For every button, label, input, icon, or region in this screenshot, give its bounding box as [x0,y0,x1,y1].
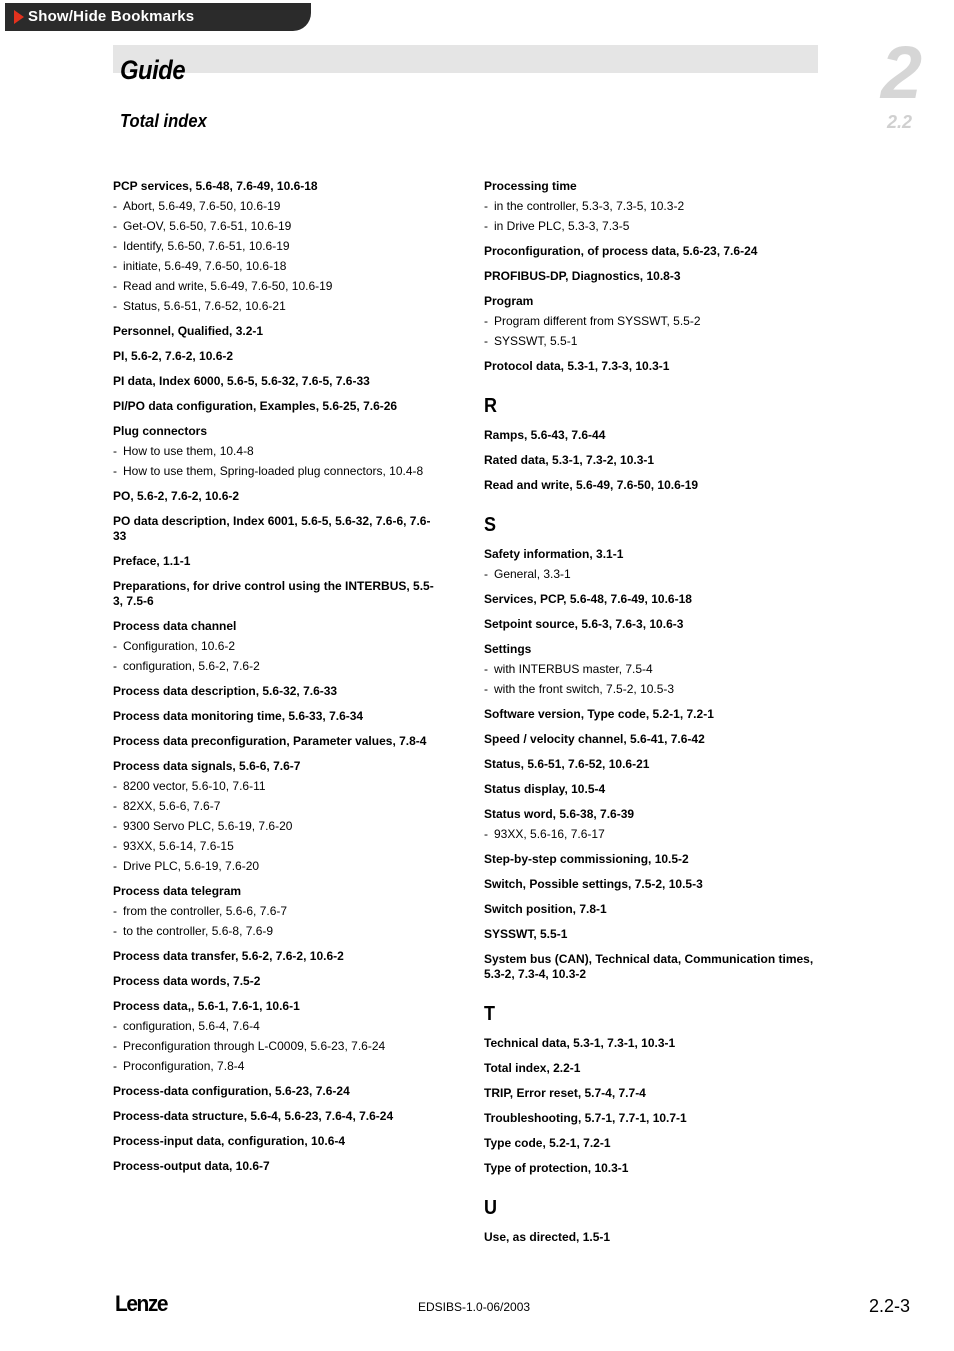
index-entry: Personnel, Qualified, 3.2-1 [113,324,264,338]
triangle-right-icon [14,10,24,24]
index-entry: Type code, 5.2-1, 7.2-1 [484,1136,611,1150]
index-subentry: - 8200 vector, 5.6-10, 7.6-11 [113,779,443,794]
page-number: 2.2-3 [868,1296,910,1316]
index-entry: Switch, Possible settings, 7.5-2, 10.5-3 [484,877,703,891]
index-letter-heading: U [484,1197,498,1219]
index-entry: Processing time [484,179,577,193]
index-subentry: - How to use them, Spring-loaded plug connectors, 10.4-8 [113,464,443,479]
index-entry: Speed / velocity channel, 5.6-41, 7.6-42 [484,732,705,746]
index-letter-heading: S [484,514,497,536]
show-hide-bookmarks-button[interactable] [5,3,311,31]
index-entry: Process-data structure, 5.6-4, 5.6-23, 7.6-4, 7.6-24 [113,1109,394,1123]
index-entry: PROFIBUS-DP, Diagnostics, 10.8-3 [484,269,681,283]
index-entry: PO, 5.6-2, 7.6-2, 10.6-2 [113,489,240,503]
index-subentry: - 82XX, 5.6-6, 7.6-7 [113,799,443,814]
index-entry: Status word, 5.6-38, 7.6-39 [484,807,635,821]
title-bar [113,45,818,73]
index-subentry: - from the controller, 5.6-6, 7.6-7 [113,904,443,919]
index-subentry: - 93XX, 5.6-16, 7.6-17 [484,827,814,842]
index-entry: Safety information, 3.1-1 [484,547,624,561]
index-entry: Program [484,294,534,308]
index-entry: Use, as directed, 1.5-1 [484,1230,611,1244]
index-subentry: - 9300 Servo PLC, 5.6-19, 7.6-20 [113,819,443,834]
index-entry: Step-by-step commissioning, 10.5-2 [484,852,689,866]
index-entry: Process data signals, 5.6-6, 7.6-7 [113,759,301,773]
index-entry: System bus (CAN), Technical data, Communication times, 5.3-2, 7.3-4, 10.3-2 [484,952,814,981]
index-subentry: - Program different from SYSSWT, 5.5-2 [484,314,814,329]
index-entry: Process data,, 5.6-1, 7.6-1, 10.6-1 [113,999,300,1013]
index-subentry: - Drive PLC, 5.6-19, 7.6-20 [113,859,443,874]
index-entry: Plug connectors [113,424,208,438]
index-column-left [113,179,443,1174]
index-entry: Process data transfer, 5.6-2, 7.6-2, 10.6-2 [113,949,344,963]
index-subentry: - Get-OV, 5.6-50, 7.6-51, 10.6-19 [113,219,443,234]
index-entry: Read and write, 5.6-49, 7.6-50, 10.6-19 [484,478,699,492]
index-subentry: - configuration, 5.6-2, 7.6-2 [113,659,443,674]
index-letter-heading: T [484,1003,495,1025]
index-subentry: - initiate, 5.6-49, 7.6-50, 10.6-18 [113,259,443,274]
index-subentry: - Status, 5.6-51, 7.6-52, 10.6-21 [113,299,443,314]
index-entry: Process data preconfiguration, Parameter values, 7.8-4 [113,734,427,748]
page-title: Guide [120,55,186,85]
index-entry: Process data telegram [113,884,242,898]
index-entry: Process data channel [113,619,237,633]
index-subentry: - How to use them, 10.4-8 [113,444,443,459]
index-entry: Process-data configuration, 5.6-23, 7.6-24 [113,1084,350,1098]
index-entry: Process data monitoring time, 5.6-33, 7.6-34 [113,709,364,723]
index-subentry: - with INTERBUS master, 7.5-4 [484,662,814,677]
index-entry: Status, 5.6-51, 7.6-52, 10.6-21 [484,757,650,771]
index-entry: Type of protection, 10.3-1 [484,1161,629,1175]
index-subentry: - 93XX, 5.6-14, 7.6-15 [113,839,443,854]
index-entry: Process data description, 5.6-32, 7.6-33 [113,684,338,698]
index-subentry: - Identify, 5.6-50, 7.6-51, 10.6-19 [113,239,443,254]
lenze-logo: Lenze [115,1291,168,1316]
index-subentry: - Configuration, 10.6-2 [113,639,443,654]
index-entry: Ramps, 5.6-43, 7.6-44 [484,428,606,442]
index-entry: Technical data, 5.3-1, 7.3-1, 10.3-1 [484,1036,676,1050]
index-entry: Services, PCP, 5.6-48, 7.6-49, 10.6-18 [484,592,692,606]
index-entry: Process-output data, 10.6-7 [113,1159,270,1173]
index-entry: Setpoint source, 5.6-3, 7.6-3, 10.6-3 [484,617,684,631]
index-subentry: - configuration, 5.6-4, 7.6-4 [113,1019,443,1034]
document-id: EDSIBS-1.0-06/2003 [418,1300,531,1314]
index-entry: Process data words, 7.5-2 [113,974,261,988]
index-subentry: - General, 3.3-1 [484,567,814,582]
chapter-number: 2 [880,31,922,114]
index-subentry: - Abort, 5.6-49, 7.6-50, 10.6-19 [113,199,443,214]
index-entry: Total index, 2.2-1 [484,1061,581,1075]
index-entry: Preface, 1.1-1 [113,554,191,568]
index-subentry: - to the controller, 5.6-8, 7.6-9 [113,924,443,939]
index-entry: Status display, 10.5-4 [484,782,606,796]
index-letter-heading: R [484,395,498,417]
index-subentry: - SYSSWT, 5.5-1 [484,334,814,349]
index-entry: PCP services, 5.6-48, 7.6-49, 10.6-18 [113,179,318,193]
page-subtitle: Total index [120,111,207,131]
index-entry: Preparations, for drive control using the INTERBUS, 5.5-3, 7.5-6 [113,579,434,608]
index-entry: SYSSWT, 5.5-1 [484,927,568,941]
index-entry: PO data description, Index 6001, 5.6-5, 5.6-32, 7.6-6, 7.6-33 [113,514,431,543]
index-subentry: - Preconfiguration through L-C0009, 5.6-23, 7.6-24 [113,1039,443,1054]
index-entry: Process-input data, configuration, 10.6-4 [113,1134,346,1148]
index-entry: PI/PO data configuration, Examples, 5.6-25, 7.6-26 [113,399,398,413]
index-entry: PI, 5.6-2, 7.6-2, 10.6-2 [113,349,234,363]
index-subentry: - in Drive PLC, 5.3-3, 7.3-5 [484,219,814,234]
bookmarks-label: Show/Hide Bookmarks [28,8,195,25]
index-subentry: - Read and write, 5.6-49, 7.6-50, 10.6-19 [113,279,443,294]
index-subentry: - in the controller, 5.3-3, 7.3-5, 10.3-2 [484,199,814,214]
index-subentry: - Proconfiguration, 7.8-4 [113,1059,443,1074]
index-subentry: - with the front switch, 7.5-2, 10.5-3 [484,682,814,697]
index-entry: PI data, Index 6000, 5.6-5, 5.6-32, 7.6-5, 7.6-33 [113,374,370,388]
index-entry: Settings [484,642,532,656]
index-column-right [484,179,814,1245]
index-entry: Protocol data, 5.3-1, 7.3-3, 10.3-1 [484,359,670,373]
index-entry: Switch position, 7.8-1 [484,902,607,916]
index-entry: Rated data, 5.3-1, 7.3-2, 10.3-1 [484,453,655,467]
section-number: 2.2 [886,112,912,132]
index-entry: Proconfiguration, of process data, 5.6-23, 7.6-24 [484,244,758,258]
index-entry: Software version, Type code, 5.2-1, 7.2-1 [484,707,714,721]
index-entry: Troubleshooting, 5.7-1, 7.7-1, 10.7-1 [484,1111,687,1125]
index-entry: TRIP, Error reset, 5.7-4, 7.7-4 [484,1086,646,1100]
